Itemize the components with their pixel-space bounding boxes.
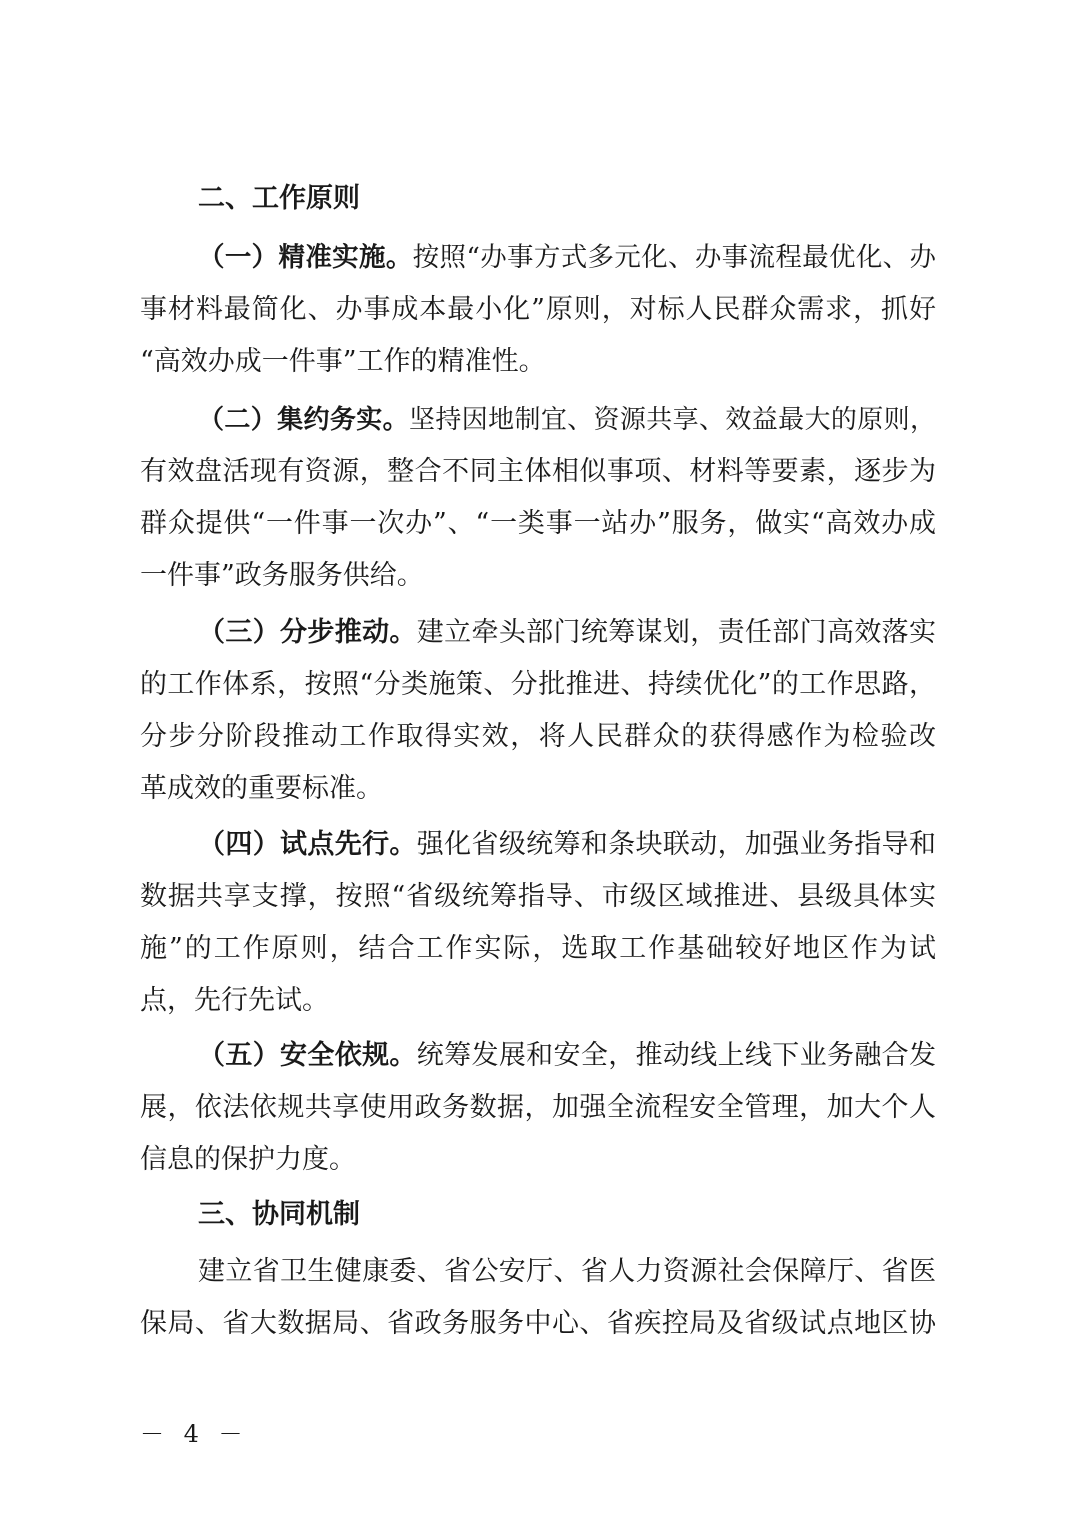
item-text: 建立牵头部门统筹谋划，责任部门高效落实 bbox=[416, 617, 937, 648]
paragraph-line: “高效办成一件事”工作的精准性。 bbox=[140, 346, 546, 377]
paragraph-line: 数据共享支撑，按照“省级统筹指导、市级区域推进、县级具体实 bbox=[140, 881, 936, 912]
paragraph-line bbox=[198, 1029, 936, 1083]
item-lead: （二）集约务实。 bbox=[198, 405, 409, 435]
paragraph-line: 建立省卫生健康委、省公安厅、省人力资源社会保障厅、省医 bbox=[198, 1256, 936, 1287]
item-lead: （三）分步推动。 bbox=[198, 617, 417, 648]
paragraph-line: 展，依法依规共享使用政务数据，加强全流程安全管理，加大个人 bbox=[140, 1092, 936, 1123]
page-number: － 4 － bbox=[140, 1420, 249, 1448]
item-lead: （五）安全依规。 bbox=[198, 1040, 417, 1071]
item-text: 强化省级统筹和条块联动，加强业务指导和 bbox=[416, 829, 937, 860]
item-text: 坚持因地制宜、资源共享、效益最大的原则， bbox=[408, 405, 936, 435]
paragraph-line: 的工作体系，按照“分类施策、分批推进、持续优化”的工作思路， bbox=[140, 669, 936, 700]
item-text: 统筹发展和安全，推动线上线下业务融合发 bbox=[416, 1040, 937, 1071]
section-heading-mechanism: 三、协同机制 bbox=[198, 1199, 360, 1230]
paragraph-line: 点，先行先试。 bbox=[140, 985, 329, 1016]
paragraph-line: 保局、省大数据局、省政务服务中心、省疾控局及省级试点地区协 bbox=[140, 1308, 936, 1339]
paragraph-line bbox=[198, 231, 936, 285]
item-lead: （一）精准实施。 bbox=[198, 242, 413, 273]
paragraph-line bbox=[198, 818, 936, 872]
paragraph-line bbox=[198, 393, 936, 447]
paragraph-line: 群众提供“一件事一次办”、“一类事一站办”服务，做实“高效办成 bbox=[140, 508, 936, 539]
section-heading-principles: 二、工作原则 bbox=[198, 183, 360, 214]
paragraph-line: 一件事”政务服务供给。 bbox=[140, 560, 424, 591]
item-text: 按照“办事方式多元化、办事流程最优化、办 bbox=[412, 242, 936, 273]
paragraph-line: 事材料最简化、办事成本最小化”原则，对标人民群众需求，抓好 bbox=[140, 294, 936, 325]
paragraph-line bbox=[198, 606, 936, 660]
paragraph-line: 有效盘活现有资源，整合不同主体相似事项、材料等要素，逐步为 bbox=[140, 456, 936, 487]
paragraph-line: 分步分阶段推动工作取得实效，将人民群众的获得感作为检验改 bbox=[140, 721, 936, 752]
paragraph-line: 信息的保护力度。 bbox=[140, 1144, 356, 1175]
item-lead: （四）试点先行。 bbox=[198, 829, 417, 860]
paragraph-line: 革成效的重要标准。 bbox=[140, 773, 383, 804]
paragraph-line: 施”的工作原则，结合工作实际，选取工作基础较好地区作为试 bbox=[140, 933, 936, 964]
